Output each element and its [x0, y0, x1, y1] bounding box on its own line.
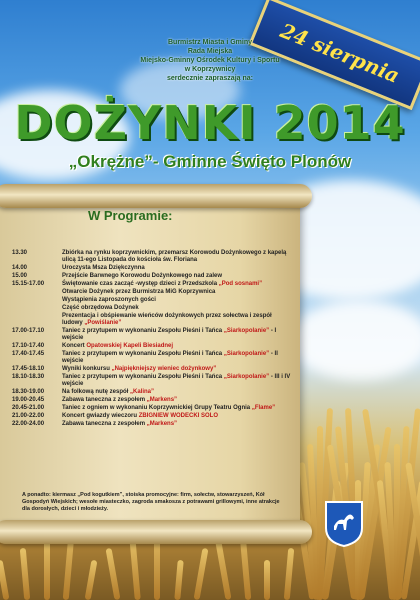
program-row [12, 389, 292, 396]
header-line: Burmistrz Miasta i Gminy [167, 39, 253, 46]
program-desc-text: Zabawa taneczna z zespołem [62, 397, 146, 403]
program-desc [62, 389, 292, 396]
program-time: 17.00-17.10 [12, 328, 45, 334]
event-subtitle: „Okrężne”- Gminne Święto Plonów [68, 152, 352, 171]
program-row [12, 413, 292, 420]
header-line: serdecznie zapraszają na: [167, 75, 253, 82]
program-row [12, 265, 292, 272]
program-desc-text: Zbiórka na rynku koprzywnickim, przemarsz Korowodu Dożynkowego z kapelą ulicą 11-ego Listopada do kościoła św. Floriana [62, 250, 287, 263]
program-desc [62, 413, 292, 420]
program-time [12, 313, 62, 327]
program-time: 13.30 [12, 250, 28, 256]
program-desc [62, 273, 292, 280]
event-title: DOŻYNKI 2014 [14, 96, 406, 150]
program-desc [62, 366, 292, 373]
program-desc [62, 313, 292, 327]
program-desc [62, 343, 292, 350]
scroll-roll-bottom [0, 520, 312, 544]
wheat-stalk [264, 560, 270, 600]
program-time: 15.15-17.00 [12, 281, 45, 287]
program-row [12, 289, 292, 296]
program-highlight: „Kalina” [130, 389, 155, 395]
program-desc-text: Taniec z ogniem w wykonaniu Koprzywnickiej Grupy Teatru Ognia [62, 405, 251, 411]
program-time: 14.00 [12, 265, 28, 271]
program-desc [62, 351, 292, 365]
program-desc-text: Wystąpienia zaproszonych gości [62, 297, 156, 303]
wheat-stalk [194, 548, 209, 600]
program-time: 18.10-18.30 [12, 374, 45, 380]
program-row [12, 421, 292, 428]
wheat-stalk [174, 560, 183, 600]
program-desc-text: Taniec z przytupem w wykonaniu Zespołu Pieśni i Tańca [62, 328, 223, 334]
program-desc [62, 297, 292, 304]
wheat-stalk [44, 536, 50, 600]
program-desc-text: Uroczysta Msza Dziękczynna [62, 265, 145, 271]
date-text: 24 sierpnia [276, 18, 403, 88]
program-highlight: „Najpiękniejszy wieniec dożynkowy” [111, 366, 217, 372]
program-row [12, 305, 292, 312]
program-row [12, 351, 292, 365]
program-desc [62, 289, 292, 296]
program-time [12, 297, 62, 304]
program-desc-text: Prezentacja i obśpiewanie wieńców dożynkowych przez sołectwa i zespół ludowy [62, 313, 272, 326]
program-desc-text: Zabawa taneczna z zespołem [62, 421, 146, 427]
program-highlight: „Siarkopolanie” [223, 351, 270, 357]
program-time: 21.00-22.00 [12, 413, 45, 419]
program-highlight: „Markens” [146, 397, 178, 403]
wheat-stalk [284, 548, 295, 600]
program-row [12, 297, 292, 304]
program-desc [62, 305, 292, 312]
program-highlight: „Flame” [251, 405, 276, 411]
program-highlight: „Pod sosnami” [218, 281, 263, 287]
program-desc-text: Taniec z przytupem w wykonaniu Zespołu Pieśni i Tańca [62, 374, 223, 380]
program-highlight: „Siarkopolanie” [223, 374, 270, 380]
program-row [12, 328, 292, 342]
program-time: 18.30-19.00 [12, 389, 45, 395]
wheat-stalk [106, 548, 121, 600]
program-desc-text: Część obrzędowa Dożynek [62, 305, 139, 311]
program-desc [62, 265, 292, 272]
program-title: W Programie: [88, 208, 173, 223]
program-desc [62, 421, 292, 428]
program-desc-text: Świętowanie czas zacząć -występ dzieci z Przedszkola [62, 281, 218, 287]
program-time: 20.45-21.00 [12, 405, 45, 411]
header-line: Rada Miejska [187, 48, 233, 55]
program-desc-suffix: - III i IV wejście [62, 374, 291, 387]
program-desc-text: Wyniki konkursu [62, 366, 110, 372]
program-highlight: Opatowskiej Kapeli Biesiadnej [86, 343, 174, 349]
program-time [12, 305, 62, 312]
wheat-stalk [0, 560, 9, 600]
program-time: 17.45-18.10 [12, 366, 45, 372]
program-row [12, 366, 292, 373]
program-row [12, 273, 292, 280]
program-row [12, 343, 292, 350]
program-highlight: „Siarkopolanie” [223, 328, 270, 334]
program-time: 17.40-17.45 [12, 351, 45, 357]
program-desc-text: Przejście Barwnego Korowodu Dożynkowego nad zalew [62, 273, 223, 279]
program-desc [62, 374, 292, 388]
program-desc-text: Otwarcie Dożynek przez Burmistrza MiG Koprzywnica [62, 289, 216, 295]
program-desc-text: Na folkową nutę zespół [62, 389, 129, 395]
program-row [12, 250, 292, 264]
program-desc [62, 405, 292, 412]
program-row [12, 313, 292, 327]
program-scroll [0, 198, 300, 528]
program-desc [62, 328, 292, 342]
program-highlight: „Powiślanie” [84, 320, 122, 326]
program-row [12, 374, 292, 388]
wheat-stalk [129, 536, 141, 600]
program-row [12, 281, 292, 288]
wheat-stalk [214, 536, 231, 600]
program-desc-suffix: - I wejście [62, 328, 277, 341]
program-time: 15.00 [12, 273, 28, 279]
program-desc-suffix: - II wejście [62, 351, 278, 364]
coat-of-arms-icon [324, 500, 364, 548]
program-row [12, 397, 292, 404]
program-highlight: ZBIGNIEW WODECKI SOLO [138, 413, 219, 419]
program-time: 19.00-20.45 [12, 397, 45, 403]
program-time: 17.10-17.40 [12, 343, 45, 349]
header-line: w Koprzywnicy [184, 66, 236, 73]
header-line: Miejsko-Gminny Ośrodek Kultury i Sportu [140, 57, 280, 64]
header [0, 38, 420, 83]
wheat-stalk [85, 560, 98, 600]
program-time: 22.00-24.00 [12, 421, 45, 427]
wheat-stalk [20, 548, 31, 600]
program-desc-text: Koncert [62, 343, 85, 349]
program-time [12, 289, 62, 296]
program-desc-text: Koncert gwiazdy wieczoru [62, 413, 138, 419]
program-row [12, 405, 292, 412]
program-highlight: „Markens” [146, 421, 178, 427]
program-desc [62, 250, 292, 264]
scroll-roll-top [0, 184, 312, 208]
program-desc [62, 281, 292, 288]
program-list [12, 250, 292, 429]
program-desc-text: Taniec z przytupem w wykonaniu Zespołu Pieśni i Tańca [62, 351, 223, 357]
program-desc [62, 397, 292, 404]
bottom-note: A ponadto: kiermasz „Pod kogutkiem”, stoiska promocyjne: firm, sołectw, stowarzyszeń, Kół Gospodyń Wiejskich; wesołe miasteczko, zagroda smakosza z potrawami grillowymi, inne atrakcje dla dorosłych, dzieci i młodzieży. [22, 492, 280, 512]
